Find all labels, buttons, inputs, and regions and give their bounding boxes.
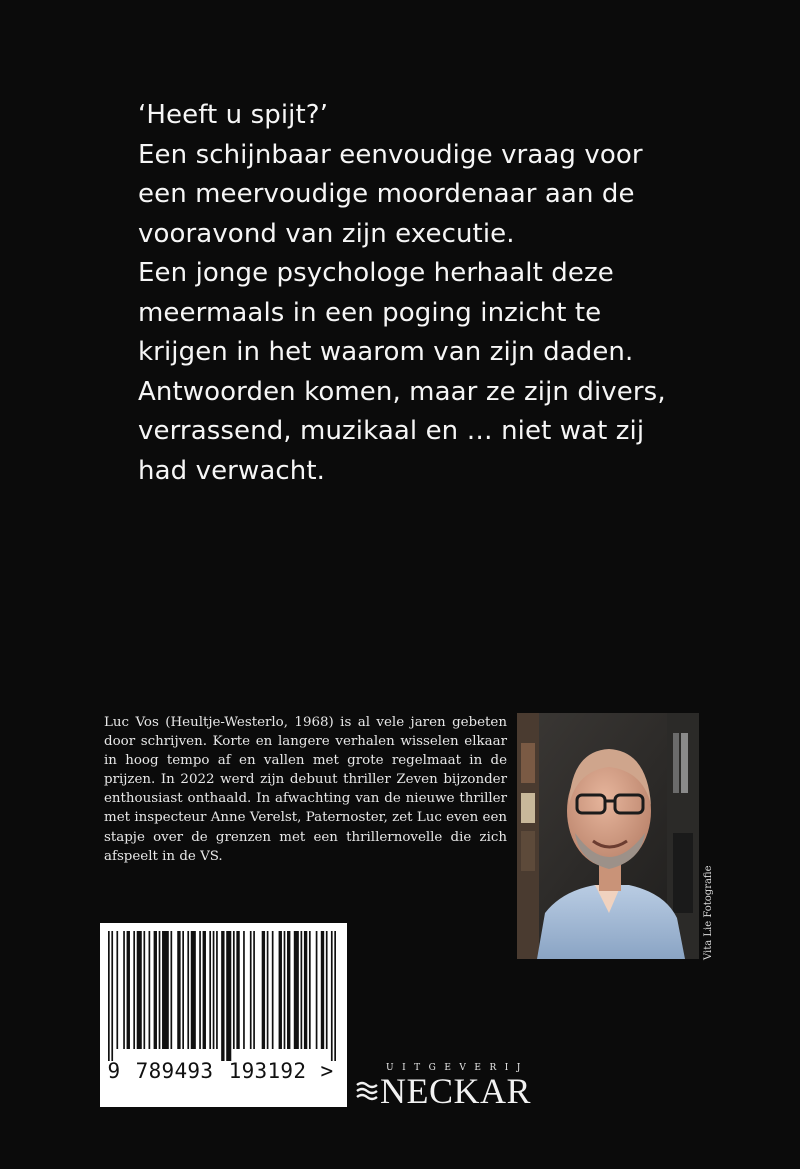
- publisher-name: NECKAR: [380, 1071, 532, 1111]
- barcode-bar: [170, 931, 172, 1049]
- barcode-bar: [116, 931, 118, 1049]
- photo-credit: Vita Lie Fotografie: [703, 865, 714, 960]
- barcode-bar: [309, 931, 311, 1049]
- barcode-bar: [250, 931, 252, 1049]
- barcode-bar: [316, 931, 318, 1049]
- barcode-bar: [267, 931, 269, 1049]
- barcode-bar: [321, 931, 324, 1049]
- barcode-bar: [137, 931, 142, 1049]
- barcode-bar: [216, 931, 218, 1049]
- barcode-bar: [301, 931, 303, 1049]
- publisher-imprint-label: UITGEVERIJ: [386, 1063, 529, 1073]
- barcode-bar: [123, 931, 125, 1049]
- back-cover-blurb: [138, 96, 672, 491]
- barcode-bar: [334, 931, 336, 1061]
- barcode-bar: [154, 931, 157, 1049]
- barcode-bar: [177, 931, 180, 1049]
- barcode-bar: [149, 931, 151, 1049]
- barcode-bar: [191, 931, 196, 1049]
- barcode-bar: [287, 931, 290, 1049]
- barcode-bar: [331, 931, 333, 1061]
- isbn-arrow: >: [320, 1059, 334, 1083]
- isbn-lead-digit: 9: [107, 1059, 121, 1083]
- isbn-group-2: 193192: [228, 1059, 307, 1083]
- barcode-bar: [162, 931, 169, 1049]
- barcode-bar: [294, 931, 299, 1049]
- barcode-bar: [199, 931, 201, 1049]
- barcode-bar: [111, 931, 113, 1061]
- barcode-bar: [221, 931, 224, 1061]
- isbn-group-1: 789493: [135, 1059, 214, 1083]
- barcode-bar: [127, 931, 130, 1049]
- barcode-bars: [106, 931, 341, 1061]
- barcode-bar: [236, 931, 239, 1049]
- isbn-barcode: [100, 923, 347, 1107]
- barcode-bar: [143, 931, 145, 1049]
- barcode-bar: [284, 931, 286, 1049]
- barcode-bar: [182, 931, 184, 1049]
- blurb-question: ‘Heeft u spijt?’: [138, 100, 329, 130]
- barcode-bar: [233, 931, 235, 1049]
- barcode-bar: [159, 931, 161, 1049]
- barcode-bar: [203, 931, 206, 1049]
- author-bio: Luc Vos (Heultje-Westerlo, 1968) is al vele jaren gebeten door schrijven. Korte en langere verhalen wisselen elkaar in hoog tempo af en vallen met grote regelmaat in de prijzen. In 2022 werd zijn debuut thriller Zeven bijzonder enthousiast onthaald. In afwachting van de nieuwe thriller met inspecteur Anne Verelst, Paternoster, zet Luc even een stapje over de grenzen met een thrillernovelle die zich afspeelt in de VS.: [104, 715, 507, 864]
- publisher-wave-icon: [356, 1081, 378, 1101]
- blurb-paragraph-1: Een schijnbaar eenvoudige vraag voor een meervoudige moordenaar aan de vooravond van zijn executie.: [138, 139, 643, 249]
- barcode-bar: [226, 931, 231, 1061]
- barcode-bar: [262, 931, 265, 1049]
- barcode-bar: [133, 931, 135, 1049]
- publisher-logo: [356, 1063, 548, 1113]
- barcode-bar: [209, 931, 211, 1049]
- barcode-bar: [279, 931, 282, 1049]
- isbn-number: [100, 1059, 347, 1083]
- barcode-bar: [272, 931, 274, 1049]
- barcode-bar: [253, 931, 255, 1049]
- barcode-bar: [213, 931, 215, 1049]
- barcode-bar: [304, 931, 307, 1049]
- blurb-paragraph-2: Een jonge psychologe herhaalt deze meermaals in een poging inzicht te krijgen in het waarom van zijn daden. Antwoorden komen, maar ze zijn divers, verrassend, muzikaal en … niet wat zij had verwacht.: [138, 258, 666, 486]
- barcode-bar: [187, 931, 189, 1049]
- barcode-bar: [108, 931, 110, 1061]
- barcode-bar: [326, 931, 328, 1049]
- author-photo: [517, 713, 699, 959]
- barcode-bar: [243, 931, 245, 1049]
